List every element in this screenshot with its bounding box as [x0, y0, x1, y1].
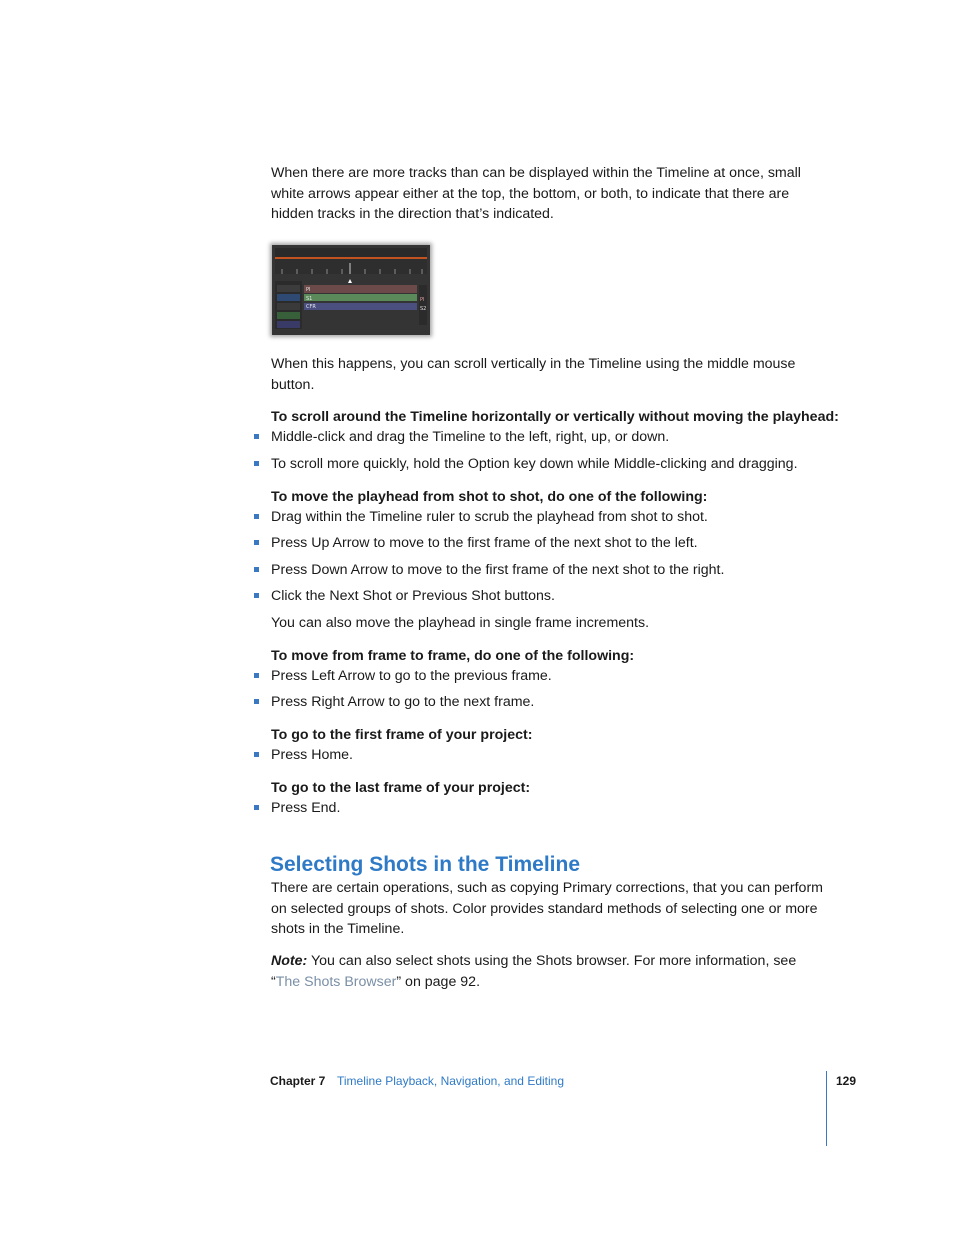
list-item: Press Up Arrow to move to the first frame of the next shot to the left. — [271, 535, 698, 551]
track-label: PI — [306, 287, 311, 293]
list-item: Press Left Arrow to go to the previous frame. — [271, 668, 552, 684]
track-label: CFR — [306, 304, 316, 310]
after-figure-paragraph: When this happens, you can scroll vertically in the Timeline using the middle mouse button. — [271, 356, 796, 393]
list-item: Press Right Arrow to go to the next frame. — [271, 694, 535, 710]
timeline-figure-graphic — [272, 245, 430, 335]
note-paragraph — [271, 951, 831, 992]
first-frame-heading: To go to the first frame of your project: — [271, 727, 533, 743]
track-label: PI — [420, 297, 425, 303]
last-frame-heading: To go to the last frame of your project: — [271, 780, 531, 796]
timeline-screenshot — [272, 245, 430, 335]
section-title: Selecting Shots in the Timeline — [270, 853, 581, 876]
bullet-icon — [254, 699, 259, 704]
bullet-icon — [254, 673, 259, 678]
list-item: Middle-click and drag the Timeline to the left, right, up, or down. — [271, 429, 670, 445]
bullet-icon — [254, 540, 259, 545]
shots-browser-link[interactable]: The Shots Browser — [275, 973, 397, 990]
bullet-icon — [254, 461, 259, 466]
footer-divider — [826, 1071, 827, 1146]
note-label: Note: — [271, 953, 308, 969]
list-item: Press Down Arrow to move to the first frame of the next shot to the right. — [271, 562, 725, 578]
note-quote-open: “ — [271, 973, 276, 990]
shot-followup: You can also move the playhead in single frame increments. — [271, 615, 650, 631]
footer-chapter-title: Timeline Playback, Navigation, and Editing — [337, 1074, 565, 1088]
footer-chapter: Chapter 7 — [270, 1074, 326, 1088]
track-label: S2 — [420, 306, 427, 312]
note-text: You can also select shots using the Shots browser. For more information, see — [307, 953, 797, 969]
bullet-icon — [254, 514, 259, 519]
bullet-icon — [254, 752, 259, 757]
list-item: To scroll more quickly, hold the Option key down while Middle-clicking and dragging. — [271, 456, 798, 472]
shot-heading: To move the playhead from shot to shot, do one of the following: — [271, 489, 708, 505]
bullet-icon — [254, 805, 259, 810]
intro-paragraph: When there are more tracks than can be displayed within the Timeline at once, small white arrows appear either at the top, the bottom, or both, to indicate that there are hidden tracks in the direction that’s indicated. — [271, 165, 801, 222]
bullet-icon — [254, 567, 259, 572]
bullet-icon — [254, 434, 259, 439]
bullet-icon — [254, 593, 259, 598]
note-tail: ” on page 92. — [396, 973, 481, 990]
list-item: Press Home. — [271, 747, 353, 763]
list-item: Click the Next Shot or Previous Shot buttons. — [271, 588, 555, 604]
track-label: S1 — [306, 296, 313, 302]
list-item: Drag within the Timeline ruler to scrub the playhead from shot to shot. — [271, 509, 708, 525]
selecting-paragraph: There are certain operations, such as copying Primary corrections, that you can perform on selected groups of shots. Color provides standard methods of selecting one or more shots in the Timeline. — [271, 880, 823, 937]
page-number: 129 — [836, 1074, 857, 1088]
scroll-heading: To scroll around the Timeline horizontally or vertically without moving the playhead: — [271, 409, 839, 425]
list-item: Press End. — [271, 800, 341, 816]
frame-heading: To move from frame to frame, do one of the following: — [271, 648, 635, 664]
